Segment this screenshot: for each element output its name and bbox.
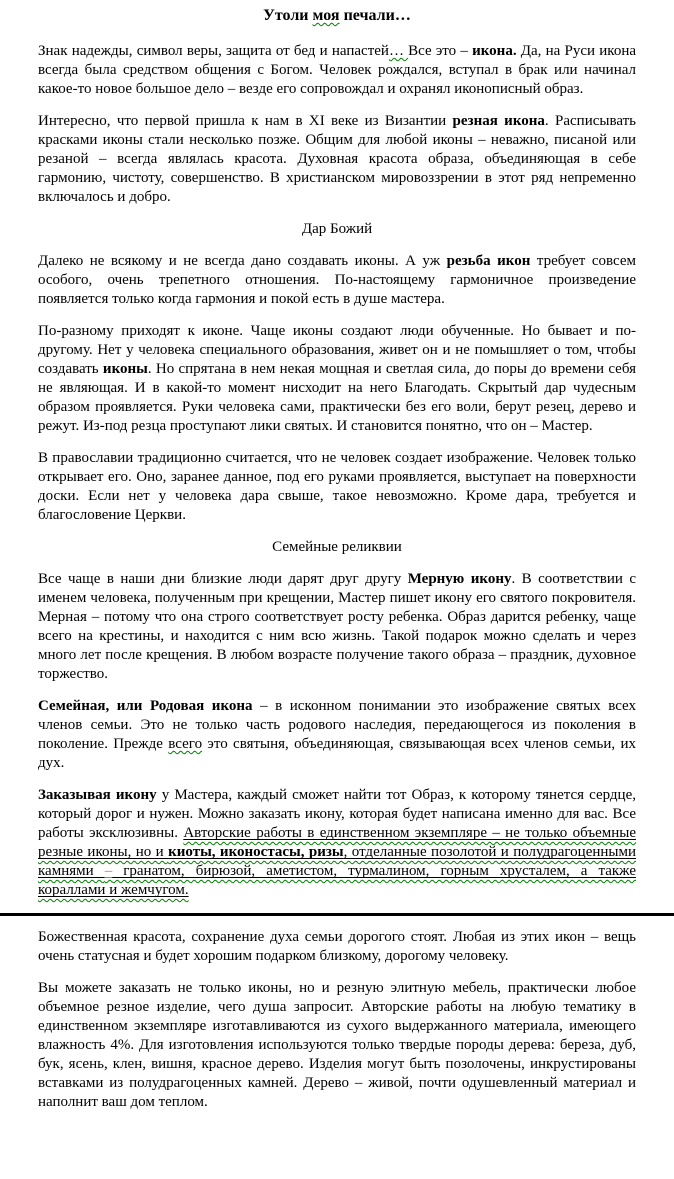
text-run xyxy=(168,844,344,860)
text-run: . Расписывать красками иконы стали несколько позже. Общим для любой иконы – неважно, писаной или резаной – всегда являлась красота. Духовная красота образа, объединяющая в себе гармонию, чистоту, совершенство. В христианском мировоззрении в этот ряд непременно включалось и добро. xyxy=(38,113,637,205)
text-run: Далеко не всякому и не всегда дано создавать иконы. А уж xyxy=(38,253,447,269)
text-run: Знак надежды, символ веры, защита от бед и напастей xyxy=(38,43,389,59)
paragraph xyxy=(38,322,636,436)
text-run: Дар Божий xyxy=(301,221,373,237)
text-run: Авторские работы в единственном экземпляре – не только объемные резные иконы, но и xyxy=(38,825,636,860)
text-run: Вы можете заказать не только иконы, но и резную элитную мебель, практически любое объемное резное изделие, чего душа запросит. Авторские работы на любую тематику в единственном экземпляре изготавливаются из сухого выдержанного материала, имеющего влажность 4%. Для изготовления используются только твердые породы дерева: береза, дуб, бук, ясень, клен, вишня, красное дерево. Изделия могут быть позолочены, инкрустированы вставками из полудрагоценных камней. Дерево – живой, почти одушевленный материал и наполнит ваш дом теплом. xyxy=(38,980,636,1110)
text-run: Да, на Руси икона всегда была средством общения с Богом. Человек рождался, вступал в брак или начинал какое-то новое большое дело – везде его сопровождал и охранял иконописный образ. xyxy=(38,43,637,97)
section-heading xyxy=(38,220,636,239)
text-run: Заказывая икону xyxy=(38,787,157,803)
document-title xyxy=(38,6,636,26)
section-heading xyxy=(38,538,636,557)
text-run: Семейные реликвии xyxy=(272,539,402,555)
text-run: это святыня, объединяющая, связывающая всех членов семьи, их дух. xyxy=(38,736,637,771)
text-run: – xyxy=(104,863,113,879)
text-run: моя xyxy=(312,7,340,24)
paragraph xyxy=(38,252,636,309)
text-run: киоты, иконостасы, ризы xyxy=(168,844,344,860)
text-run: По-разному приходят к иконе. Чаще иконы создают люди обученные. Но бывает и по-другому. Нет у человека специального образования, живет он и не помышляет о том, чтобы создавать xyxy=(38,323,636,377)
text-run: Интересно, что первой пришла к нам в XI веке из Византии xyxy=(38,113,453,129)
paragraph xyxy=(38,979,636,1112)
text-run: В православии традиционно считается, что не человек создает изображение. Человек только открывает его. Оно, заранее данное, под его руками проявляется, выступает на поверхности доски. Если нет у человека дара свыше, такое невозможно. Кроме дара, требуется и благословение Церкви. xyxy=(38,450,636,523)
page-divider xyxy=(0,913,674,916)
text-run: Семейная, или Родовая икона xyxy=(38,698,253,714)
text-run: Все чаще в наши дни близкие люди дарят друг другу xyxy=(38,571,408,587)
paragraph xyxy=(38,42,636,99)
text-run: Божественная красота, сохранение духа семьи дорогого стоят. Любая из этих икон – вещь очень статусная и будет хорошим подарком близкому, дорогому человеку. xyxy=(38,929,636,964)
text-run xyxy=(38,863,636,898)
text-run: печали… xyxy=(339,7,411,24)
paragraph xyxy=(38,697,636,773)
text-run: всего xyxy=(168,736,203,752)
text-run: , отделанные позолотой и полудрагоценными камнями xyxy=(38,844,637,879)
paragraph xyxy=(38,112,636,207)
text-run: . В соответствии с именем человека, полученным при крещении, Мастер пишет икону его святого покровителя. Мерная – потому что она строго соответствует росту ребенка. Образ дарится ребенку, чаще всего на крестины, и находится с ним всю жизнь. Такой подарок можно сделать и через много лет после крещения. В любом возрасте получение такого образа – праздник, духовное торжество. xyxy=(38,571,637,682)
text-run: Мерную икону xyxy=(407,571,512,587)
text-run: гранатом, бирюзой, аметистом, турмалином, горным хрусталем, а также кораллами и жемчугом. xyxy=(38,863,636,898)
document-content xyxy=(38,42,636,1112)
text-run: … xyxy=(388,43,409,59)
text-run: резьба икон xyxy=(446,253,531,269)
text-run: у Мастера, каждый сможет найти тот Образ, к которому тянется сердце, который дорог и нужен. Можно заказать икону, которая будет написана именно для вас. Все работы эксклюзивны. xyxy=(38,787,636,841)
text-run: икона. xyxy=(472,43,517,59)
paragraph xyxy=(38,570,636,684)
text-run: . Но спрятана в нем некая мощная и светлая сила, до поры до времени себя не являющая. И в какой-то момент нисходит на него Благодать. Скрытый дар чудесным образом проявляется. Руки человека сами, практически без его воли, берут резец, дерево и режут. Из-под резца проступают лики святых. И становится понятно, что он – Мастер. xyxy=(38,361,636,434)
paragraph xyxy=(38,449,636,525)
text-run: резная икона xyxy=(452,113,545,129)
text-run: Все это – xyxy=(408,43,473,59)
paragraph xyxy=(38,786,636,900)
text-run: требует совсем особого, очень трепетного отношения. По-настоящему гармоничное произведение появляется только когда гармония и покой есть в душе мастера. xyxy=(38,253,636,307)
text-run: – в исконном понимании это изображение святых всех членов семьи. Это не только часть родового наследия, передающегося из поколения в поколение. Прежде xyxy=(38,698,636,752)
text-run: Утоли xyxy=(263,7,313,24)
text-run: иконы xyxy=(102,361,148,377)
paragraph xyxy=(38,928,636,966)
